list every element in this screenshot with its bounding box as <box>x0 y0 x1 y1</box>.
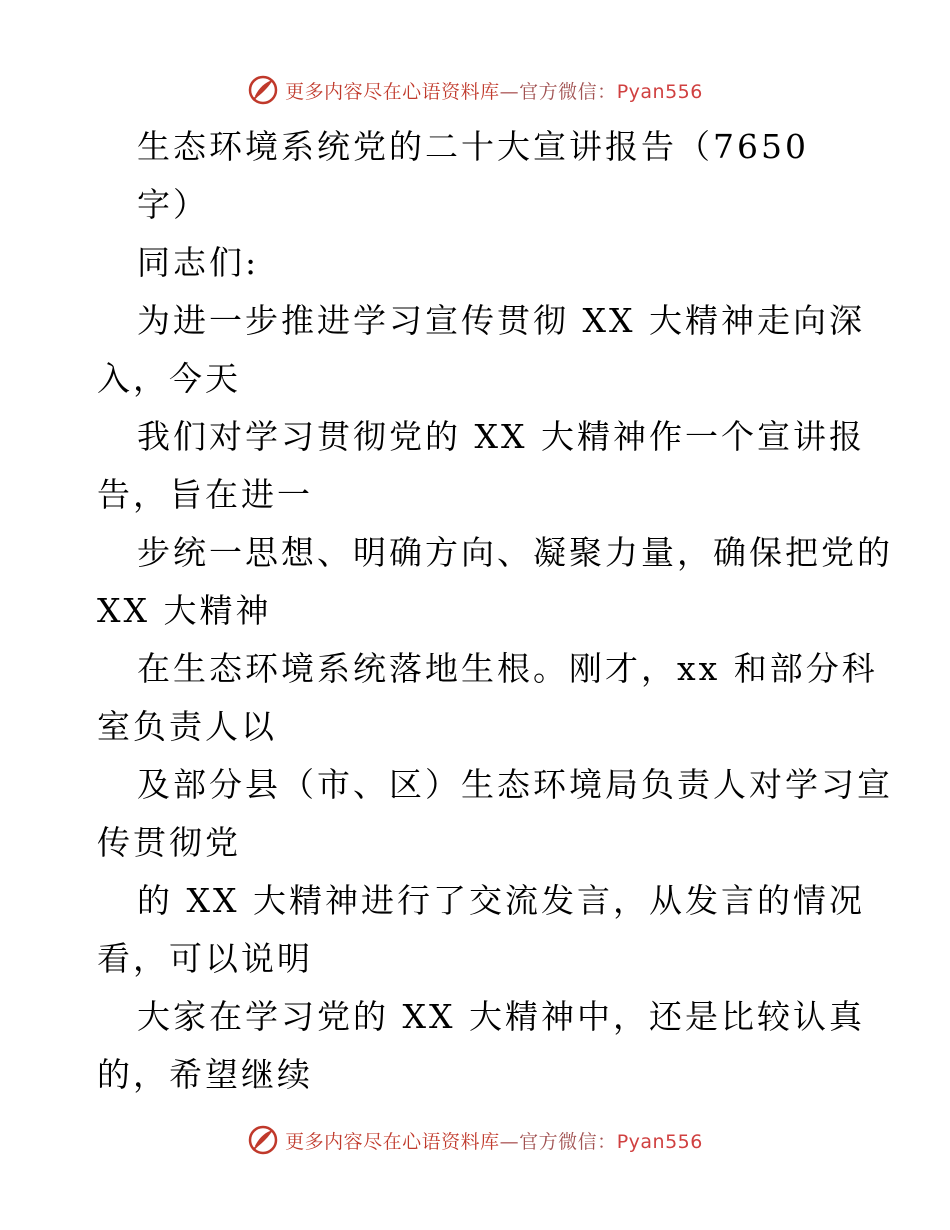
feather-logo-icon <box>247 1124 279 1156</box>
paragraph-line: 大家在学习党的 XX 大精神中，还是比较认真 <box>137 997 865 1036</box>
banner-content <box>247 74 703 106</box>
paragraph-line: 及部分县（市、区）生态环境局负责人对学习宣 <box>137 765 893 804</box>
paragraph-line: 看，可以说明 <box>97 939 313 978</box>
banner-wechat-label: 官方微信： <box>519 1130 617 1153</box>
paragraph-line: 室负责人以 <box>97 707 277 746</box>
paragraph-line: 步统一思想、明确方向、凝聚力量，确保把党的 <box>137 533 893 572</box>
banner-site-name: 更多内容尽在心语资料库 <box>285 1130 500 1153</box>
banner-wechat-label: 官方微信： <box>519 80 617 103</box>
banner-content <box>247 1124 703 1156</box>
banner-wechat-id: Pyan556 <box>616 80 703 103</box>
document-title-line-1: 生态环境系统党的二十大宣讲报告（7650 <box>137 127 809 166</box>
banner-dash: — <box>499 80 520 103</box>
banner-text <box>285 1127 703 1154</box>
banner-site-name: 更多内容尽在心语资料库 <box>285 80 500 103</box>
footer-banner <box>0 1120 950 1160</box>
paragraph-line: 的，希望继续 <box>97 1055 313 1094</box>
banner-dash: — <box>499 1130 520 1153</box>
paragraph-line: 传贯彻党 <box>97 823 241 862</box>
paragraph-line: 在生态环境系统落地生根。刚才，xx 和部分科 <box>137 649 878 688</box>
salutation: 同志们: <box>137 243 260 282</box>
paragraph-line: 为进一步推进学习宣传贯彻 XX 大精神走向深 <box>137 301 865 340</box>
paragraph-line: 的 XX 大精神进行了交流发言，从发言的情况 <box>137 881 865 920</box>
banner-text <box>285 77 703 104</box>
paragraph-line: 我们对学习贯彻党的 XX 大精神作一个宣讲报 <box>137 417 865 456</box>
feather-logo-icon <box>247 74 279 106</box>
paragraph-line: XX 大精神 <box>97 591 272 630</box>
banner-wechat-id: Pyan556 <box>616 1130 703 1153</box>
paragraph-line: 告，旨在进一 <box>97 475 313 514</box>
document-title-line-2: 字） <box>137 185 209 224</box>
header-banner <box>0 70 950 110</box>
paragraph-line: 入，今天 <box>97 359 241 398</box>
